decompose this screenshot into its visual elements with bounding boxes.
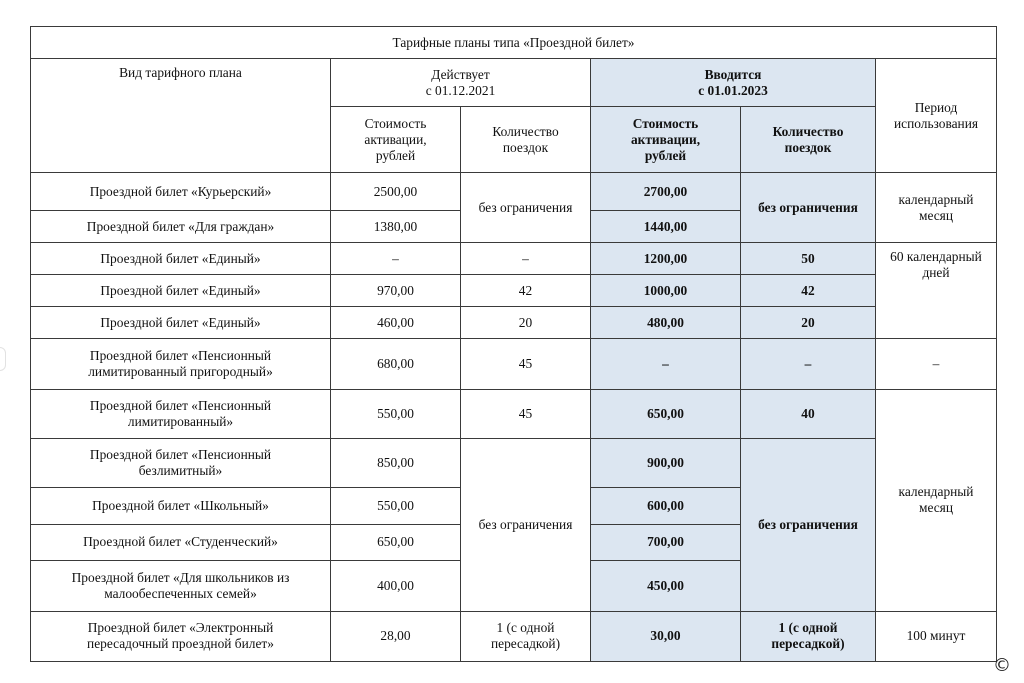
plan-name: Проездной билет «Электронный пересадочный проездной билет» — [31, 611, 331, 661]
current-trips: – — [461, 243, 591, 275]
header-plan-type: Вид тарифного плана — [31, 59, 331, 173]
new-cost: 1200,00 — [591, 243, 741, 275]
current-trips-unlimited: без ограничения — [461, 173, 591, 243]
period-month: календарный месяц — [876, 173, 997, 243]
new-trips-unlimited: без ограничения — [741, 173, 876, 243]
new-cost: 650,00 — [591, 389, 741, 438]
tariff-table — [30, 26, 997, 662]
current-cost: 970,00 — [331, 275, 461, 307]
plan-name: Проездной билет «Пенсионный безлимитный» — [31, 438, 331, 487]
new-cost: 1440,00 — [591, 211, 741, 243]
current-cost: 2500,00 — [331, 173, 461, 211]
new-cost: 450,00 — [591, 560, 741, 611]
plan-name: Проездной билет «Единый» — [31, 243, 331, 275]
new-cost: 700,00 — [591, 524, 741, 560]
new-trips-unlimited: без ограничения — [741, 438, 876, 611]
current-trips: 45 — [461, 339, 591, 389]
scroll-edge-handle[interactable] — [0, 347, 6, 371]
plan-name: Проездной билет «Пенсионный лимитированный пригородный» — [31, 339, 331, 389]
new-trips: 40 — [741, 389, 876, 438]
plan-name: Проездной билет «Единый» — [31, 307, 331, 339]
table-row — [31, 438, 997, 487]
current-cost: 550,00 — [331, 487, 461, 524]
plan-name: Проездной билет «Единый» — [31, 275, 331, 307]
plan-name: Проездной билет «Школьный» — [31, 487, 331, 524]
table-row — [31, 307, 997, 339]
table-row — [31, 275, 997, 307]
header-current-group: Действует с 01.12.2021 — [331, 59, 591, 107]
new-trips: 50 — [741, 243, 876, 275]
new-cost: – — [591, 339, 741, 389]
new-trips: 20 — [741, 307, 876, 339]
header-period: Период использования — [876, 59, 997, 173]
copyright-mark: © — [993, 655, 1011, 676]
table-row — [31, 173, 997, 211]
header-new-trips: Количество поездок — [741, 107, 876, 173]
period: – — [876, 339, 997, 389]
plan-name: Проездной билет «Курьерский» — [31, 173, 331, 211]
current-trips: 45 — [461, 389, 591, 438]
header-current-trips: Количество поездок — [461, 107, 591, 173]
plan-name: Проездной билет «Студенческий» — [31, 524, 331, 560]
current-cost: 460,00 — [331, 307, 461, 339]
plan-name: Проездной билет «Для граждан» — [31, 211, 331, 243]
table-row — [31, 611, 997, 661]
new-cost: 480,00 — [591, 307, 741, 339]
new-trips: 1 (с одной пересадкой) — [741, 611, 876, 661]
current-cost: 550,00 — [331, 389, 461, 438]
new-trips: 42 — [741, 275, 876, 307]
table-row — [31, 243, 997, 275]
plan-name: Проездной билет «Для школьников из малообеспеченных семей» — [31, 560, 331, 611]
current-cost: – — [331, 243, 461, 275]
current-trips: 42 — [461, 275, 591, 307]
period: 100 минут — [876, 611, 997, 661]
current-trips: 20 — [461, 307, 591, 339]
table-row — [31, 389, 997, 438]
header-new-cost: Стоимость активации, рублей — [591, 107, 741, 173]
new-cost: 1000,00 — [591, 275, 741, 307]
new-cost: 30,00 — [591, 611, 741, 661]
current-cost: 400,00 — [331, 560, 461, 611]
new-trips: – — [741, 339, 876, 389]
header-current-cost: Стоимость активации, рублей — [331, 107, 461, 173]
plan-name: Проездной билет «Пенсионный лимитированный» — [31, 389, 331, 438]
current-trips: 1 (с одной пересадкой) — [461, 611, 591, 661]
period-60-days: 60 календарный дней — [876, 243, 997, 339]
current-cost: 680,00 — [331, 339, 461, 389]
current-cost: 1380,00 — [331, 211, 461, 243]
header-new-group: Вводится с 01.01.2023 — [591, 59, 876, 107]
period-month: календарный месяц — [876, 389, 997, 611]
current-cost: 28,00 — [331, 611, 461, 661]
current-cost: 650,00 — [331, 524, 461, 560]
current-trips-unlimited: без ограничения — [461, 438, 591, 611]
table-title: Тарифные планы типа «Проездной билет» — [31, 27, 997, 59]
table-row — [31, 339, 997, 389]
current-cost: 850,00 — [331, 438, 461, 487]
new-cost: 600,00 — [591, 487, 741, 524]
new-cost: 2700,00 — [591, 173, 741, 211]
new-cost: 900,00 — [591, 438, 741, 487]
